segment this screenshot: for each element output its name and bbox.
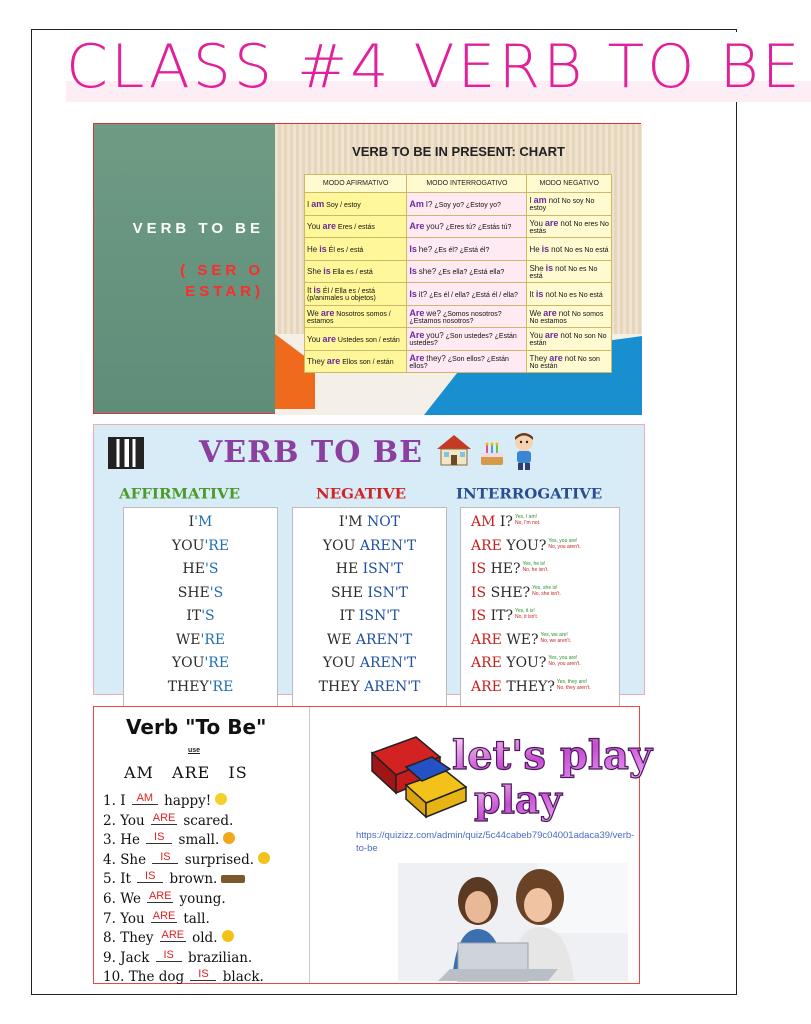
- pronoun: I'M: [338, 514, 363, 530]
- pronoun: YOU: [171, 655, 205, 671]
- interrogative-cell: [407, 283, 527, 306]
- subject: it?: [418, 289, 428, 299]
- lets-play-logo-text-top: let's play: [452, 732, 653, 779]
- exercise-subject: Jack: [120, 949, 150, 966]
- verb: Are: [409, 330, 425, 341]
- negative-verb: NOT: [367, 514, 401, 530]
- qr-code: [108, 437, 144, 469]
- slide-subtitle: ( SER O ESTAR): [180, 262, 264, 300]
- header-affirmative: MODO AFIRMATIVO: [305, 175, 407, 193]
- spanish-translation: Ustedes son / están: [337, 336, 400, 344]
- negative-verb: AREN'T: [359, 655, 417, 671]
- subject: I: [307, 199, 310, 209]
- short-answers: [540, 632, 571, 644]
- exercise-item: [103, 813, 270, 833]
- exercise-item: [103, 832, 270, 852]
- verb-options: AM ARE IS: [124, 763, 248, 782]
- negative-item: [293, 538, 446, 562]
- cake-icon: [477, 439, 507, 467]
- subject: we?: [426, 308, 441, 318]
- affirmative-cell: [305, 283, 407, 306]
- affirmative-cell: [305, 238, 407, 261]
- question-verb: AM: [471, 514, 496, 530]
- table-row: [305, 283, 612, 306]
- pronoun: THEY: [318, 678, 360, 695]
- affirmative-item: [124, 514, 277, 538]
- subject: We: [529, 308, 542, 318]
- exercise-item: [103, 891, 270, 911]
- yes-answer: Yes, she is!: [532, 584, 558, 591]
- header-interrogative: MODO INTERROGATIVO: [407, 175, 527, 193]
- exercise-number: 2.: [103, 812, 116, 829]
- exercise-subject: We: [120, 890, 141, 907]
- verb: Are: [409, 221, 425, 232]
- exercise-item: [103, 969, 270, 989]
- interrogative-cell: [407, 238, 527, 261]
- negative-verb: ISN'T: [362, 561, 404, 577]
- subject: They: [307, 357, 325, 367]
- table-row: [305, 305, 612, 328]
- emoji-icon: [258, 852, 270, 864]
- negative-item: [293, 632, 446, 656]
- not-word: not: [564, 353, 576, 363]
- yes-answer: Yes, I am!: [514, 514, 538, 520]
- verb: am: [533, 195, 547, 206]
- pronoun: YOU: [171, 537, 205, 554]
- contraction: 'RE: [204, 537, 230, 554]
- not-word: not: [560, 331, 572, 341]
- spanish-translation: ¿Es él / ella? ¿Está él / ella?: [429, 291, 518, 299]
- not-word: not: [555, 263, 567, 273]
- slide-title: VERB TO BE: [132, 220, 264, 237]
- subject: You: [529, 218, 543, 228]
- interrogative-item: [461, 585, 619, 609]
- exercise-rest: scared.: [183, 812, 234, 829]
- answer-blank[interactable]: ARE: [161, 929, 185, 942]
- interrogative-item: [461, 538, 619, 562]
- exercise-number: 8.: [103, 930, 116, 947]
- play-logo-text: play: [474, 777, 562, 822]
- pronoun: I?: [499, 514, 513, 530]
- negative-heading: NEGATIVE: [316, 485, 407, 503]
- exercise-rest: small.: [178, 832, 220, 849]
- negative-cell: [527, 305, 612, 328]
- short-answers: [548, 538, 580, 550]
- not-word: not: [558, 308, 570, 318]
- contraction: 'RE: [204, 655, 230, 671]
- spanish-translation: ¿Son ustedes? ¿Están ustedes?: [409, 333, 517, 348]
- verb: is: [535, 288, 544, 299]
- subject: I: [529, 196, 532, 206]
- spanish-translation: No somos No estamos: [529, 310, 604, 325]
- affirmative-cell: [305, 193, 407, 216]
- subject: He: [529, 244, 540, 254]
- interrogative-item: [461, 632, 619, 656]
- affirmative-item: [124, 655, 277, 679]
- exercise-rest: old.: [192, 930, 218, 947]
- exercise-number: 7.: [103, 910, 116, 927]
- exercise-rest: happy!: [164, 793, 212, 809]
- verb: are: [543, 307, 557, 318]
- exercise-number: 1.: [103, 793, 116, 809]
- verb: are: [549, 352, 563, 363]
- subject: You: [307, 334, 321, 344]
- contraction: 'RE: [200, 631, 226, 648]
- affirmative-item: [124, 608, 277, 632]
- affirmative-cell: [305, 328, 407, 351]
- negative-item: [293, 514, 446, 538]
- affirmative-item: [124, 585, 277, 609]
- pronoun: YOU: [322, 537, 356, 554]
- spanish-translation: ¿Es él? ¿Está él?: [434, 246, 490, 254]
- affirmative-item: [124, 538, 277, 562]
- spanish-translation: No es No está: [529, 265, 598, 280]
- exercise-pane: [94, 707, 310, 986]
- interrogative-cell: [407, 260, 527, 283]
- table-row: [305, 260, 612, 283]
- exercise-number: 4.: [103, 851, 116, 868]
- contraction: 'S: [201, 608, 215, 624]
- pronoun: I: [188, 514, 195, 530]
- spanish-translation: Eres / estás: [337, 224, 375, 232]
- negative-verb: ISN'T: [358, 608, 400, 624]
- exercise-rest: brown.: [169, 871, 218, 888]
- spanish-translation: Él es / está: [328, 246, 364, 254]
- no-answer: No, they aren't.: [556, 684, 591, 691]
- verb: are: [544, 217, 559, 228]
- exercise-slide: [93, 706, 653, 986]
- subject: You: [529, 331, 543, 341]
- exercise-rest: surprised.: [184, 851, 255, 868]
- pronoun: SHE?: [490, 584, 531, 601]
- pronoun: IT: [339, 608, 355, 624]
- answer-blank[interactable]: IS: [137, 871, 163, 883]
- exercise-rest: tall.: [183, 910, 210, 927]
- spanish-translation: Ella es / está: [332, 269, 373, 277]
- affirmative-item: [124, 679, 277, 703]
- question-verb: ARE: [471, 655, 502, 671]
- spanish-translation: No son No están: [529, 333, 607, 348]
- poster-title: VERB TO BE: [199, 435, 423, 470]
- exercise-item: [103, 871, 270, 891]
- yes-answer: Yes, you are!: [548, 537, 578, 544]
- yes-answer: Yes, we are!: [540, 631, 568, 638]
- spanish-translation: Él / Ella es / está (p/animales u objetos): [307, 288, 376, 303]
- pronoun: WE: [326, 631, 352, 648]
- short-answers: [557, 679, 591, 691]
- spanish-translation: No eres No estás: [529, 220, 609, 235]
- verb-to-be-table: [304, 174, 612, 373]
- question-verb: IS: [471, 561, 487, 577]
- not-word: not: [545, 289, 557, 299]
- exercise-list: [103, 793, 270, 989]
- slide-left-pane: [94, 124, 275, 413]
- exercise-item: [103, 930, 270, 950]
- quiz-link[interactable]: https://quizizz.com/admin/quiz/5c44cabeb79c04001adaca39/verb-to-be: [356, 830, 635, 854]
- verb: Is: [409, 243, 417, 254]
- exercise-subject: You: [120, 910, 145, 927]
- answer-blank[interactable]: IS: [190, 969, 216, 981]
- spanish-translation: No soy No estoy: [529, 198, 595, 213]
- negative-cell: [527, 260, 612, 283]
- negative-verb: AREN'T: [364, 678, 421, 695]
- exercise-subject: They: [120, 930, 154, 947]
- subject: you?: [426, 222, 444, 232]
- verb: is: [313, 285, 321, 296]
- spanish-translation: ¿Eres tú? ¿Estás tú?: [445, 224, 512, 232]
- table-row: [305, 350, 612, 373]
- negative-cell: [527, 215, 612, 238]
- verb: am: [311, 198, 325, 209]
- emoji-icon: [222, 930, 234, 942]
- question-verb: IS: [471, 608, 487, 624]
- subject: she?: [418, 267, 437, 277]
- answer-blank[interactable]: ARE: [152, 811, 176, 824]
- affirmative-cell: [305, 350, 407, 373]
- spanish-translation: ¿Soy yo? ¿Estoy yo?: [434, 201, 501, 209]
- spanish-translation: Soy / estoy: [326, 201, 361, 209]
- interrogative-item: [461, 679, 619, 703]
- subject: he?: [418, 244, 433, 254]
- interrogative-cell: [407, 328, 527, 351]
- short-answers: [515, 514, 540, 526]
- affirmative-cell: [305, 305, 407, 328]
- verb: are: [544, 330, 559, 341]
- interrogative-cell: [407, 350, 527, 373]
- yes-answer: Yes, he is!: [522, 561, 546, 567]
- question-verb: ARE: [471, 678, 502, 695]
- verb: is: [319, 243, 327, 254]
- answer-blank[interactable]: IS: [146, 832, 172, 844]
- boy-icon: [509, 431, 539, 471]
- exercise-item: [103, 852, 270, 872]
- answer-blank[interactable]: IS: [152, 852, 178, 864]
- verb: Am: [409, 198, 424, 209]
- no-answer: No, she isn't.: [532, 590, 561, 597]
- short-answers: [523, 561, 549, 573]
- interrogative-item: [461, 655, 619, 679]
- verb: are: [326, 356, 341, 367]
- negative-verb: AREN'T: [355, 631, 413, 648]
- negative-verb: AREN'T: [359, 537, 417, 554]
- emoji-icon: [215, 793, 227, 805]
- contraction: 'RE: [208, 678, 234, 695]
- answer-blank[interactable]: ARE: [148, 889, 172, 902]
- yes-answer: Yes, it is!: [514, 608, 535, 614]
- exercise-rest: black.: [222, 969, 264, 986]
- negative-cell: [527, 193, 612, 216]
- spanish-translation: Nosotros somos / estamos: [307, 310, 391, 325]
- short-answers: [532, 585, 561, 597]
- affirmative-cell: [305, 215, 407, 238]
- negative-cell: [527, 350, 612, 373]
- pronoun: YOU?: [506, 655, 547, 671]
- exercise-subject: He: [120, 832, 140, 849]
- exercise-title: Verb "To Be": [126, 715, 267, 739]
- no-answer: No, it isn't.: [514, 614, 539, 620]
- spanish-translation: No es No está: [558, 291, 603, 299]
- verb: is: [541, 243, 550, 254]
- house-icon: [435, 433, 473, 467]
- pronoun: THEY?: [506, 678, 555, 695]
- exercise-number: 6.: [103, 890, 116, 907]
- emoji-icon: [223, 832, 235, 844]
- pronoun: HE: [335, 561, 359, 577]
- verb: are: [320, 307, 335, 318]
- answer-blank[interactable]: IS: [156, 950, 182, 962]
- pronoun: YOU: [322, 655, 356, 671]
- exercise-number: 9.: [103, 949, 116, 966]
- exercise-subject: It: [120, 871, 131, 888]
- students-photo: [398, 863, 628, 981]
- quiz-pane: [310, 707, 653, 983]
- interrogative-item: [461, 608, 619, 632]
- negative-item: [293, 585, 446, 609]
- verb: Are: [409, 352, 425, 363]
- answer-blank[interactable]: ARE: [152, 909, 176, 922]
- exercise-rest: young.: [179, 890, 226, 907]
- pronoun: YOU?: [506, 537, 547, 554]
- verb-to-be-poster: [93, 424, 645, 695]
- page-title: CLASS #4 VERB TO BE: [66, 32, 811, 102]
- use-label: use: [188, 747, 201, 754]
- pronoun: WE?: [506, 631, 539, 648]
- answer-blank[interactable]: AM: [132, 793, 158, 805]
- negative-verb: ISN'T: [367, 584, 409, 601]
- emoji-icon: [221, 875, 245, 883]
- no-answer: No, I'm not.: [514, 520, 541, 526]
- short-answers: [548, 655, 580, 667]
- spanish-translation: Ellos son / están: [342, 359, 394, 367]
- verb: are: [322, 221, 336, 232]
- no-answer: No, you aren't.: [548, 543, 581, 550]
- interrogative-cell: [407, 215, 527, 238]
- verb: Are: [409, 307, 425, 318]
- spanish-translation: ¿Somos nosotros? ¿Estamos nosotros?: [409, 310, 502, 325]
- subject: You: [307, 222, 321, 232]
- negative-cell: [527, 328, 612, 351]
- table-row: [305, 328, 612, 351]
- lets-play-logo: [366, 723, 653, 823]
- interrogative-column: [460, 507, 620, 707]
- short-answers: [515, 608, 538, 620]
- negative-cell: [527, 238, 612, 261]
- exercise-number: 3.: [103, 832, 116, 849]
- question-verb: ARE: [471, 537, 502, 554]
- subject: you?: [426, 331, 444, 341]
- pronoun: IT: [186, 608, 202, 624]
- yes-answer: Yes, you are!: [548, 655, 578, 661]
- subject: They: [529, 353, 548, 363]
- negative-cell: [527, 283, 612, 306]
- affirmative-item: [124, 632, 277, 656]
- interrogative-cell: [407, 193, 527, 216]
- exercise-subject: She: [120, 851, 147, 868]
- interrogative-heading: INTERROGATIVE: [456, 485, 603, 503]
- spanish-translation: ¿Es ella? ¿Está ella?: [438, 269, 505, 277]
- negative-item: [293, 679, 446, 703]
- yes-answer: Yes, they are!: [556, 678, 588, 685]
- not-word: not: [560, 218, 572, 228]
- subject: She: [529, 263, 544, 273]
- verb: are: [322, 333, 336, 344]
- negative-item: [293, 561, 446, 585]
- affirmative-column: [123, 507, 278, 707]
- interrogative-cell: [407, 305, 527, 328]
- no-answer: No, you aren't.: [548, 661, 581, 667]
- contraction: 'S: [204, 561, 219, 577]
- spanish-translation: ¿Son ellos? ¿Están ellos?: [409, 355, 509, 370]
- exercise-subject: I: [120, 793, 126, 809]
- question-verb: IS: [471, 584, 487, 601]
- exercise-item: [103, 911, 270, 931]
- pronoun: SHE: [330, 584, 363, 601]
- exercise-number: 5.: [103, 871, 116, 888]
- pronoun: THEY: [167, 678, 209, 695]
- verb-to-be-chart-slide: [93, 123, 641, 414]
- subject: We: [307, 308, 319, 318]
- contraction: 'S: [209, 584, 224, 601]
- negative-item: [293, 608, 446, 632]
- table-row: [305, 193, 612, 216]
- not-word: not: [548, 196, 560, 206]
- no-answer: No, we aren't.: [540, 637, 572, 644]
- subject: He: [307, 244, 318, 254]
- subject: It: [529, 289, 534, 299]
- pronoun: WE: [175, 631, 201, 648]
- exercise-number: 10.: [103, 969, 125, 986]
- table-row: [305, 238, 612, 261]
- verb: is: [545, 262, 554, 273]
- pronoun: SHE: [177, 584, 210, 601]
- affirmative-cell: [305, 260, 407, 283]
- verb: Is: [409, 266, 417, 277]
- affirmative-item: [124, 561, 277, 585]
- negative-item: [293, 655, 446, 679]
- subject: I?: [425, 199, 433, 209]
- question-verb: ARE: [471, 631, 502, 648]
- header-negative: MODO NEGATIVO: [527, 175, 612, 193]
- exercise-subject: The dog: [128, 969, 185, 986]
- pronoun: IT?: [490, 608, 513, 624]
- exercise-item: [103, 950, 270, 970]
- no-answer: No, he isn't.: [522, 567, 549, 573]
- interrogative-item: [461, 561, 619, 585]
- negative-column: [292, 507, 447, 707]
- interrogative-item: [461, 514, 619, 538]
- verb: is: [323, 266, 331, 277]
- not-word: not: [551, 244, 563, 254]
- exercise-rest: brazilian.: [187, 949, 253, 966]
- exercise-item: [103, 793, 270, 813]
- contraction: 'M: [194, 514, 213, 530]
- spanish-translation: No es No está: [564, 246, 609, 254]
- spanish-translation: No son No están: [529, 355, 600, 370]
- pronoun: HE: [182, 561, 205, 577]
- affirmative-heading: AFFIRMATIVE: [119, 485, 241, 503]
- table-row: [305, 215, 612, 238]
- subject: She: [307, 267, 322, 277]
- exercise-subject: You: [120, 812, 145, 829]
- subject: they?: [426, 353, 446, 363]
- verb: Is: [409, 288, 417, 299]
- subject: It: [307, 286, 312, 296]
- pronoun: HE?: [490, 561, 521, 577]
- chart-title: VERB TO BE IN PRESENT: CHART: [352, 144, 565, 159]
